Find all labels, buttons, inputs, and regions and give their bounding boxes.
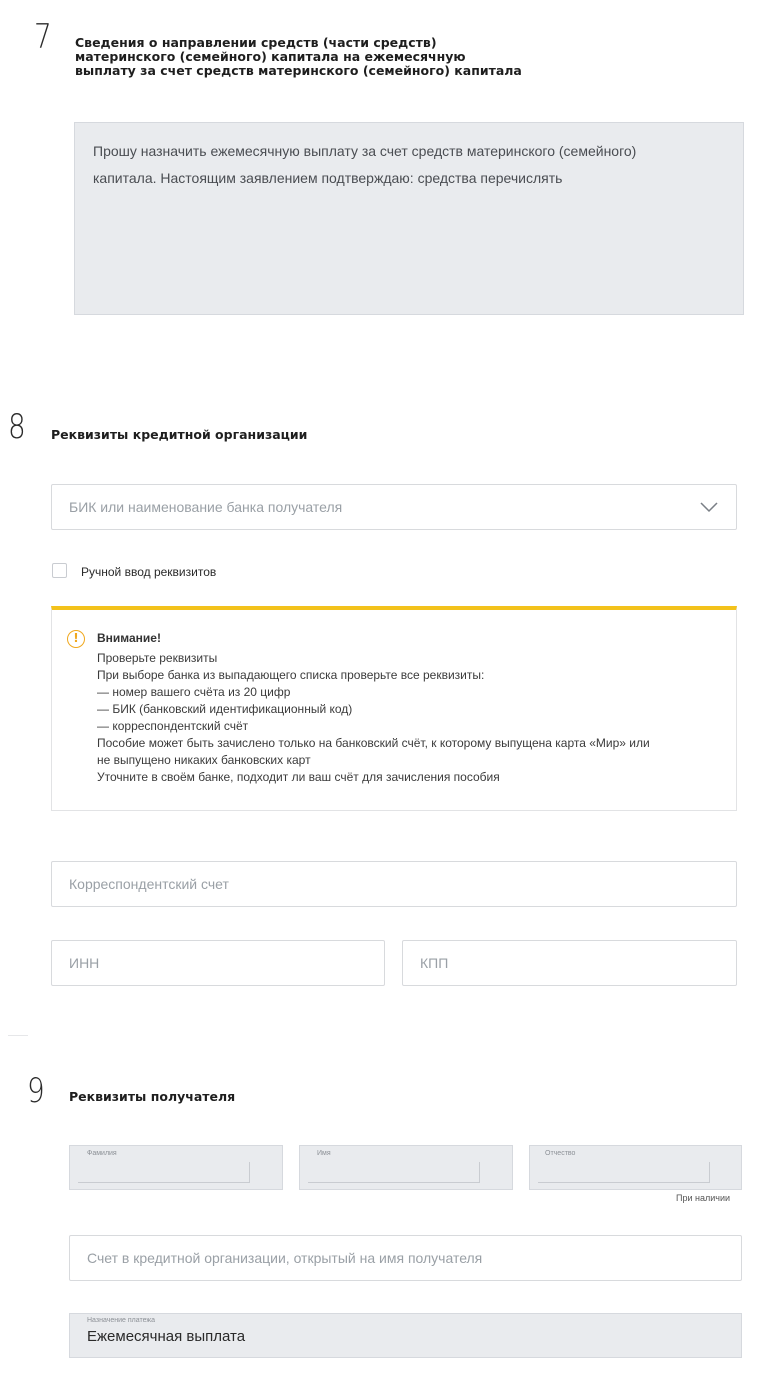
payment-purpose-label: Назначение платежа xyxy=(87,1317,155,1324)
manual-entry-checkbox[interactable] xyxy=(52,563,67,578)
attention-line: Уточните в своём банке, подходит ли ваш счёт для зачисления пособия xyxy=(97,770,500,784)
section-8-title: Реквизиты кредитной организации xyxy=(51,427,308,442)
corr-account-placeholder: Корреспондентский счет xyxy=(69,876,229,892)
section-divider xyxy=(8,1035,28,1036)
attention-title: Внимание! xyxy=(97,631,161,645)
chevron-down-icon xyxy=(700,502,718,513)
section-7-title-line: Сведения о направлении средств (части средств) xyxy=(75,35,437,50)
payment-purpose-field xyxy=(69,1313,742,1358)
bank-select[interactable] xyxy=(51,484,737,530)
patronymic-label: Отчество xyxy=(545,1150,576,1157)
statement-text-line: капитала. Настоящим заявлением подтверждаю: средства перечислять xyxy=(93,170,563,186)
surname-inner-frame xyxy=(78,1162,250,1183)
section-9-title: Реквизиты получателя xyxy=(69,1089,236,1104)
corr-account-input[interactable] xyxy=(51,861,737,907)
attention-line: не выпущено никаких банковских карт xyxy=(97,753,311,767)
step-number-8: 8 xyxy=(8,407,26,447)
attention-line: Проверьте реквизиты xyxy=(97,651,218,665)
inn-input[interactable] xyxy=(51,940,385,986)
step-number-7: 7 xyxy=(34,17,52,57)
manual-entry-label: Ручной ввод реквизитов xyxy=(81,565,217,579)
statement-text-line: Прошу назначить ежемесячную выплату за счет средств материнского (семейного) xyxy=(93,143,637,159)
statement-text xyxy=(93,138,733,192)
first-name-inner-frame xyxy=(308,1162,480,1183)
payment-purpose-value: Ежемесячная выплата xyxy=(87,1328,246,1345)
exclamation-icon: ! xyxy=(67,630,85,648)
maternity-capital-statement-box xyxy=(74,122,744,315)
patronymic-field[interactable] xyxy=(529,1145,742,1190)
attention-notice xyxy=(51,606,737,811)
section-7-title-line: выплату за счет средств материнского (семейного) капитала xyxy=(75,63,522,78)
first-name-label: Имя xyxy=(317,1150,331,1157)
recipient-account-placeholder: Счет в кредитной организации, открытый на имя получателя xyxy=(87,1250,483,1266)
kpp-placeholder: КПП xyxy=(420,955,449,971)
first-name-field[interactable] xyxy=(299,1145,513,1190)
patronymic-hint: При наличии xyxy=(676,1193,730,1203)
patronymic-inner-frame xyxy=(538,1162,710,1183)
attention-line: Пособие может быть зачислено только на банковский счёт, к которому выпущена карта «Мир» или xyxy=(97,736,650,750)
attention-line: При выборе банка из выпадающего списка проверьте все реквизиты: xyxy=(97,668,485,682)
kpp-input[interactable] xyxy=(402,940,737,986)
surname-label: Фамилия xyxy=(87,1150,117,1157)
step-number-9: 9 xyxy=(27,1071,45,1111)
surname-field[interactable] xyxy=(69,1145,283,1190)
section-7-title xyxy=(75,36,595,78)
attention-line: — номер вашего счёта из 20 цифр xyxy=(97,685,291,699)
section-7-title-line: материнского (семейного) капитала на ежемесячную xyxy=(75,49,466,64)
recipient-account-input[interactable] xyxy=(69,1235,742,1281)
inn-placeholder: ИНН xyxy=(69,955,100,971)
attention-body xyxy=(97,650,650,786)
bank-select-placeholder: БИК или наименование банка получателя xyxy=(69,499,343,515)
attention-line: — БИК (банковский идентификационный код) xyxy=(97,702,353,716)
attention-line: — корреспондентский счёт xyxy=(97,719,249,733)
